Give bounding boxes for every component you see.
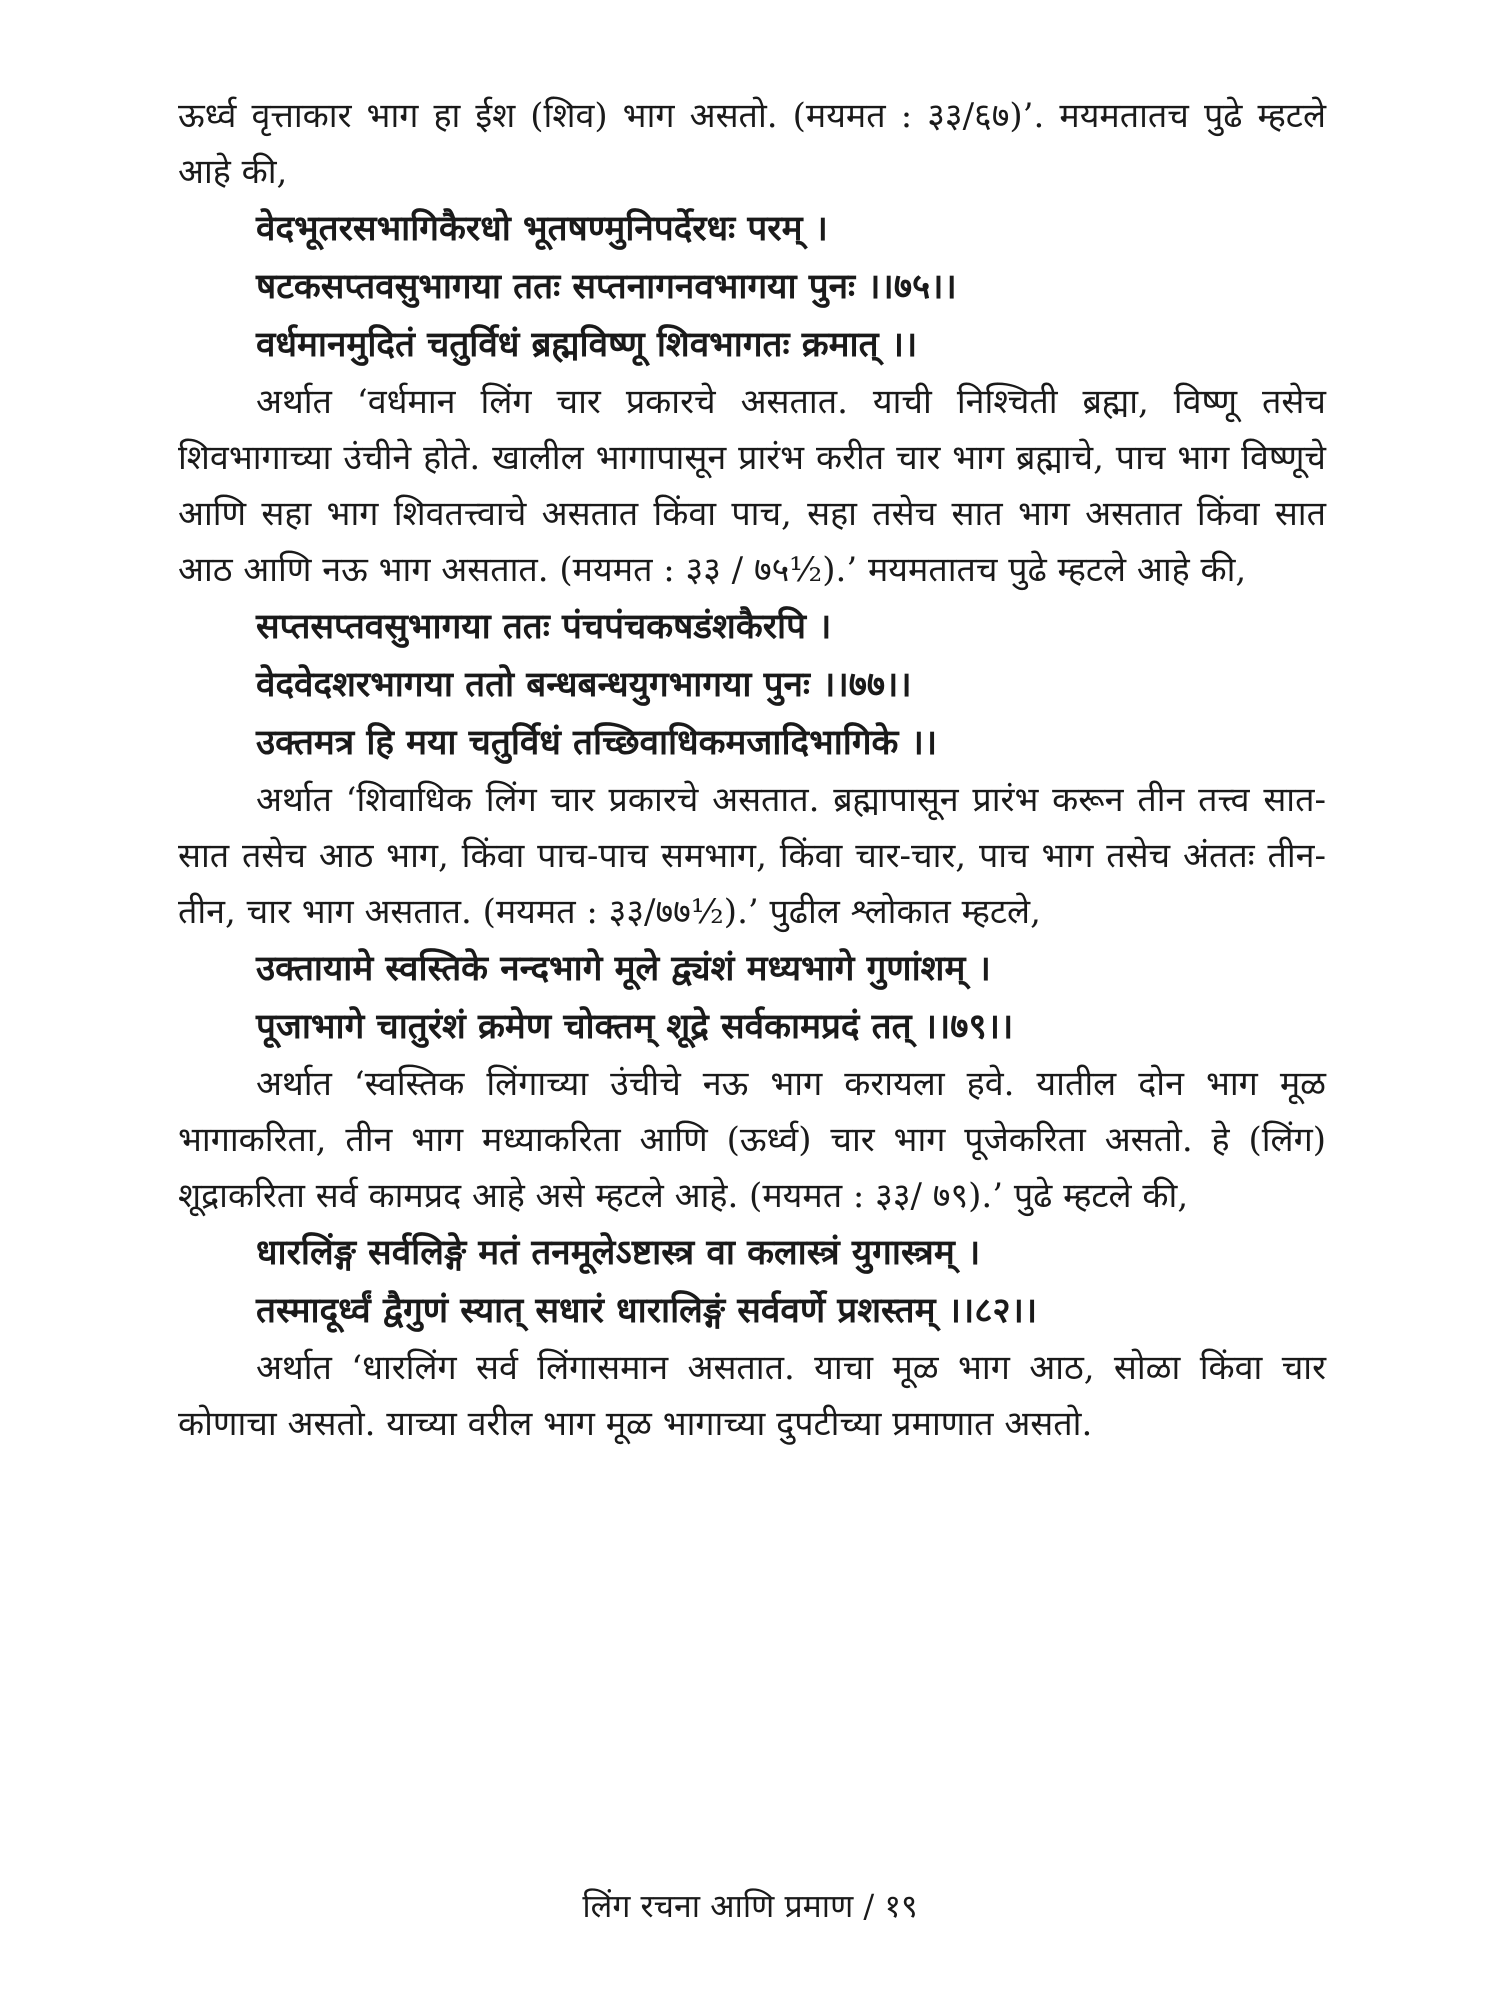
paragraph-vardhaman: अर्थात ‘वर्धमान लिंग चार प्रकारचे असतात. याची निश्चिती ब्रह्मा, विष्णू तसेच शिवभागाच्या उंचीने होते. खालील भागापासून प्रारंभ करीत चार भाग ब्रह्माचे, पाच भाग विष्णूचे आणि सहा भाग शिवतत्त्वाचे असतात किंवा पाच, सहा तसेच सात भाग असतात किंवा सात आठ आणि नऊ भाग असतात. (मयमत : ३३ / ७५½).’ मयमतातच पुढे म्हटले आहे की, [178, 382, 1326, 590]
verse-line: पूजाभागे चातुरंशं क्रमेण चोक्तम् शूद्रे सर्वकामप्रदं तत् ।।७९।। [256, 1006, 1014, 1047]
verse-block-79 [178, 940, 1326, 1056]
verse-block-82 [178, 1224, 1326, 1340]
verse-line: उक्तायामे स्वस्तिके नन्दभागे मूले द्व्यंशं मध्यभागे गुणांशम् । [256, 948, 991, 989]
paragraph-intro: ऊर्ध्व वृत्ताकार भाग हा ईश (शिव) भाग असतो. (मयमत : ३३/६७)’. मयमतातच पुढे म्हटले आहे की, [178, 96, 1326, 192]
verse-line: वर्धमानमुदितं चतुर्विधं ब्रह्मविष्णू शिवभागतः क्रमात् ।। [256, 324, 918, 365]
paragraph-dharling: अर्थात ‘धारलिंग सर्व लिंगासमान असतात. याचा मूळ भाग आठ, सोळा किंवा चार कोणाचा असतो. याच्या वरील भाग मूळ भागाच्या दुपटीच्या प्रमाणात असतो. [178, 1348, 1326, 1444]
verse-line: वेदभूतरसभागिकैरधो भूतषण्मुनिपर्देरधः परम् । [256, 208, 828, 249]
verse-line: तस्मादूर्ध्वं द्वैगुणं स्यात् सधारं धारालिङ्गं सर्ववर्णे प्रशस्तम् ।।८२।। [256, 1290, 1038, 1331]
paragraph-swastik: अर्थात ‘स्वस्तिक लिंगाच्या उंचीचे नऊ भाग करायला हवे. यातील दोन भाग मूळ भागाकरिता, तीन भाग मध्याकरिता आणि (ऊर्ध्व) चार भाग पूजेकरिता असतो. हे (लिंग) शूद्राकरिता सर्व कामप्रद आहे असे म्हटले आहे. (मयमत : ३३/ ७९).’ पुढे म्हटले की, [178, 1064, 1326, 1216]
verse-line: सप्तसप्तवसुभागया ततः पंचपंचकषडंशकैरपि । [256, 606, 832, 647]
verse-block-75 [178, 200, 1326, 374]
verse-line: उक्तमत्र हि मया चतुर्विधं तच्छिवाधिकमजादिभागिके ।। [256, 722, 938, 763]
verse-line: वेदवेदशरभागया ततो बन्धबन्धयुगभागया पुनः ।।७७।। [256, 664, 912, 705]
page-footer: लिंग रचना आणि प्रमाण / १९ [582, 1887, 918, 1925]
paragraph-shivadhik: अर्थात ‘शिवाधिक लिंग चार प्रकारचे असतात. ब्रह्मापासून प्रारंभ करून तीन तत्त्व सात-सात तसेच आठ भाग, किंवा पाच-पाच समभाग, किंवा चार-चार, पाच भाग तसेच अंततः तीन-तीन, चार भाग असतात. (मयमत : ३३/७७½).’ पुढील श्लोकात म्हटले, [178, 780, 1326, 932]
page-body [178, 88, 1326, 1452]
verse-line: षटकसप्तवसुभागया ततः सप्तनागनवभागया पुनः ।।७५।। [256, 266, 957, 307]
verse-block-77 [178, 598, 1326, 772]
verse-line: धारलिंङ्ग सर्वलिङ्गे मतं तनमूलेऽष्टास्त्र वा कलास्त्रं युगास्त्रम् । [256, 1232, 981, 1273]
